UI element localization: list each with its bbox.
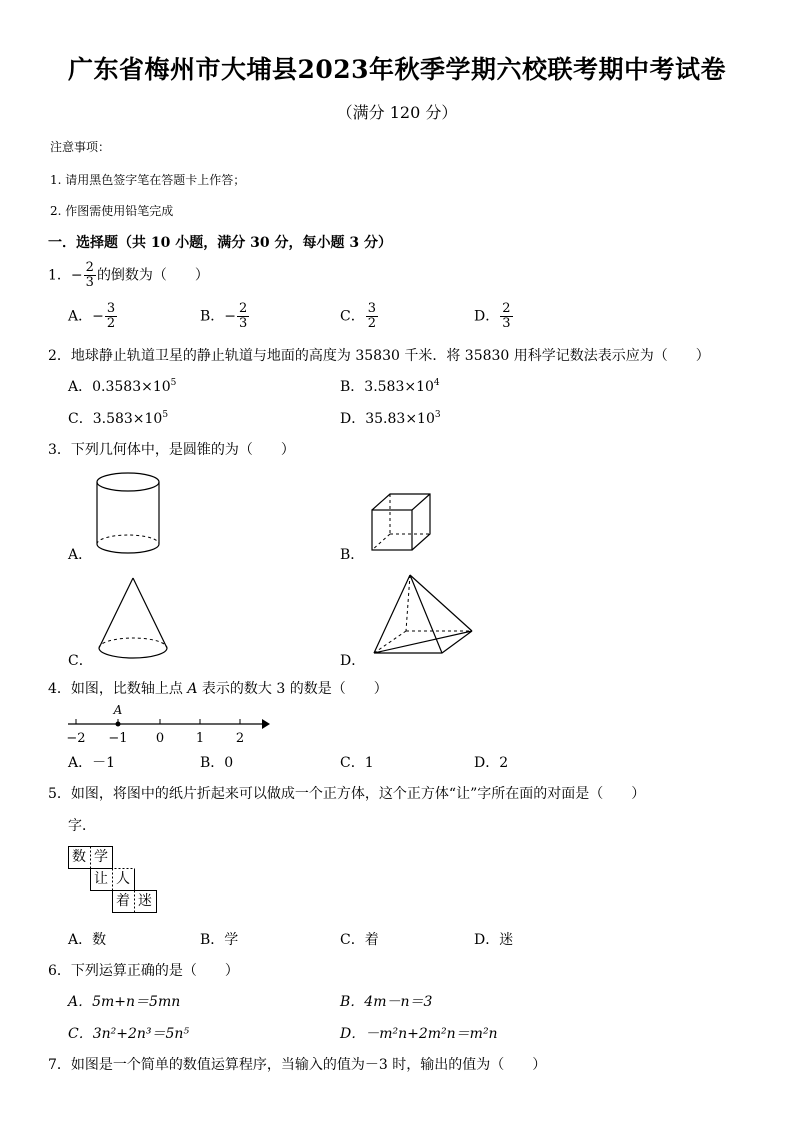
net-face: 学 (94, 849, 108, 865)
net-face: 人 (116, 871, 130, 887)
question-5: 5．如图，将图中的纸片折起来可以做成一个正方体，这个正方体“让”字所在面的对面是（ ） (48, 786, 646, 802)
q6-option-a[interactable]: A．5m+n＝5mn (68, 994, 181, 1010)
q1-option-a[interactable]: A．− $\frac{3}{2}$ (68, 301, 116, 331)
cube-net (68, 846, 160, 916)
net-face: 着 (116, 893, 130, 909)
question-number: 1． (48, 267, 71, 284)
net-face: 数 (72, 849, 86, 865)
question-3: 3．下列几何体中，是圆锥的为（ ） (48, 442, 295, 458)
q3-option-a[interactable]: A． (68, 547, 93, 563)
question-4: 4．如图，比数轴上点 A 表示的数大 3 的数是（ ） (48, 681, 388, 697)
net-face: 让 (94, 871, 108, 887)
q3-option-c[interactable]: C． (68, 653, 93, 669)
point-label: A (113, 703, 123, 717)
page-title: 广东省梅州市大埔县2023年秋季学期六校联考期中考试卷 (67, 55, 727, 84)
q4-option-c[interactable]: C．1 (340, 755, 374, 771)
cylinder-figure (95, 470, 165, 556)
question-1 (48, 261, 209, 290)
minus-sign: − (70, 267, 83, 284)
q4-option-d[interactable]: D．2 (474, 755, 509, 771)
cone-figure (96, 576, 172, 664)
notes-heading: 注意事项： (50, 140, 111, 154)
axis-label: 0 (155, 731, 165, 746)
q2-option-a[interactable]: A．$0.3583\times 10^5$ (68, 378, 177, 395)
q4-option-b[interactable]: B．0 (200, 755, 234, 771)
section-heading: 一．选择题（共 10 小题，满分 30 分，每小题 3 分） (48, 235, 392, 251)
q5-option-c[interactable]: C．着 (340, 932, 379, 948)
question-7: 7．如图是一个简单的数值运算程序，当输入的值为－3 时，输出的值为（ ） (48, 1057, 547, 1073)
q2-option-c[interactable]: C．$3.583\times 10^5$ (68, 410, 169, 427)
fraction: $\frac{2}{3}$ (85, 260, 94, 290)
note-item: 2. 作图需使用铅笔完成 (50, 204, 174, 218)
net-face: 迷 (138, 893, 152, 909)
q2-option-d[interactable]: D．$35.83\times 10^3$ (340, 410, 441, 427)
question-stem: 的倒数为（ ） (96, 267, 209, 284)
cube-figure (370, 492, 434, 554)
q5-option-a[interactable]: A．数 (68, 932, 107, 948)
note-item: 1. 请用黑色签字笔在答题卡上作答； (50, 173, 246, 187)
q5-option-b[interactable]: B．学 (200, 932, 239, 948)
q2-option-b[interactable]: B．$3.583\times 10^4$ (340, 378, 440, 395)
axis-label: 1 (195, 731, 205, 746)
number-line (66, 702, 270, 746)
q5-option-d[interactable]: D．迷 (474, 932, 514, 948)
axis-label: 2 (235, 731, 245, 746)
q1-option-b[interactable]: B．− $\frac{2}{3}$ (200, 301, 248, 331)
q1-option-c[interactable]: C． $\frac{3}{2}$ (340, 301, 376, 331)
axis-label: −2 (66, 731, 86, 746)
question-2: 2．地球静止轨道卫星的静止轨道与地面的高度为 35830 千米．将 35830 用科学记数法表示应为（ ） (48, 348, 710, 364)
axis-label: −1 (108, 731, 128, 746)
pyramid-figure (370, 573, 476, 661)
q4-option-a[interactable]: A．－1 (68, 755, 116, 771)
q1-option-d[interactable]: D． $\frac{2}{3}$ (474, 301, 511, 331)
question-6: 6．下列运算正确的是（ ） (48, 963, 239, 979)
q6-option-d[interactable]: D．－m²n+2m²n＝m²n (340, 1026, 498, 1042)
q3-option-d[interactable]: D． (340, 653, 366, 669)
score-subtitle: （满分 120 分） (336, 103, 458, 122)
question-5-tail: 字． (68, 818, 96, 834)
q6-option-b[interactable]: B．4m－n＝3 (340, 994, 433, 1010)
q3-option-b[interactable]: B． (340, 547, 365, 563)
q6-option-c[interactable]: C．3n²+2n³＝5n⁵ (68, 1026, 190, 1042)
